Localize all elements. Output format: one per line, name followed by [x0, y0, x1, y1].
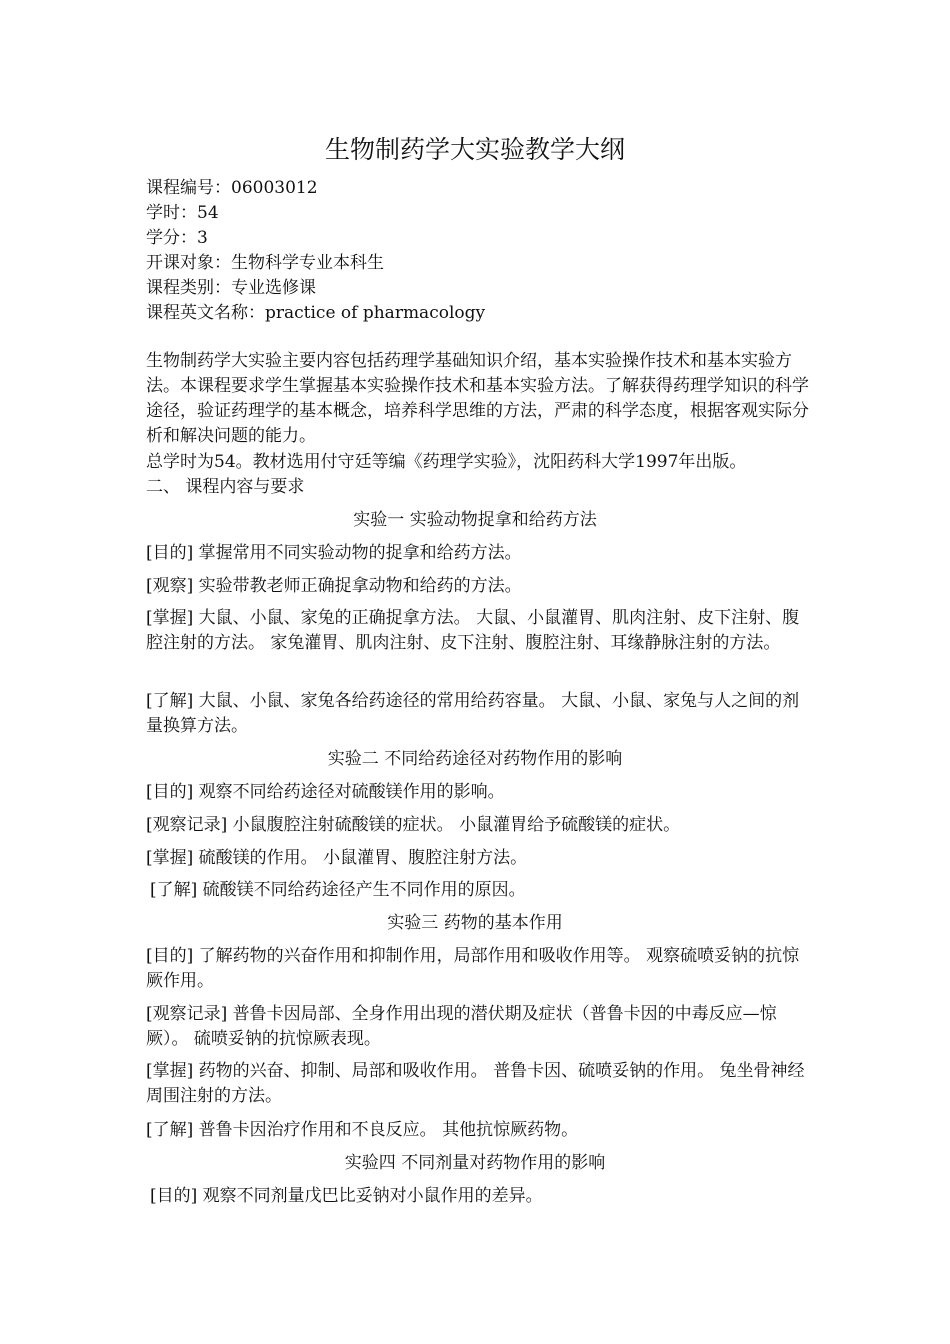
experiment-1-item: [了解] 大鼠、小鼠、家兔各给药途径的常用给药容量。 大鼠、小鼠、家兔与人之间的剂量换算方法。	[146, 691, 800, 736]
experiment-3-item: [观察记录] 普鲁卡因局部、全身作用出现的潜伏期及症状（普鲁卡因的中毒反应—惊厥）。 硫喷妥钠的抗惊厥表现。	[146, 1004, 777, 1049]
total-hours-note: 总学时为54。教材选用付守廷等编《药理学实验》，沈阳药科大学1997年出版。	[146, 452, 747, 472]
experiment-3-item: [目的] 了解药物的兴奋作用和抑制作用，局部作用和吸收作用等。 观察硫喷妥钠的抗惊厥作用。	[146, 946, 800, 991]
experiment-4-title: 实验四 不同剂量对药物作用的影响	[344, 1153, 606, 1173]
experiment-2-title: 实验二 不同给药途径对药物作用的影响	[327, 749, 623, 769]
experiment-4-item: [目的] 观察不同剂量戊巴比妥钠对小鼠作用的差异。	[150, 1186, 543, 1206]
section-heading: 二、 课程内容与要求	[146, 477, 305, 497]
course-english-name: 课程英文名称：practice of pharmacology	[146, 303, 486, 323]
experiment-3-item: [掌握] 药物的兴奋、抑制、局部和吸收作用。 普鲁卡因、硫喷妥钠的作用。 兔坐骨神经周围注射的方法。	[146, 1061, 805, 1106]
intro-paragraph: 生物制药学大实验主要内容包括药理学基础知识介绍，基本实验操作技术和基本实验方法。本课程要求学生掌握基本实验操作技术和基本实验方法。了解获得药理学知识的科学途径，验证药理学的基本概念，培养科学思维的方法，严肃的科学态度，根据客观实际分析和解决问题的能力。	[146, 351, 809, 446]
course-code: 课程编号：06003012	[146, 178, 318, 198]
experiment-1-item: [目的] 掌握常用不同实验动物的捉拿和给药方法。	[146, 543, 522, 563]
experiment-3-item: [了解] 普鲁卡因治疗作用和不良反应。 其他抗惊厥药物。	[146, 1120, 579, 1140]
course-credits: 学分：3	[146, 228, 208, 248]
experiment-1-item: [观察] 实验带教老师正确捉拿动物和给药的方法。	[146, 576, 522, 596]
experiment-2-item: [目的] 观察不同给药途径对硫酸镁作用的影响。	[146, 782, 505, 802]
experiment-2-item: [了解] 硫酸镁不同给药途径产生不同作用的原因。	[150, 880, 526, 900]
experiment-1-item: [掌握] 大鼠、小鼠、家兔的正确捉拿方法。 大鼠、小鼠灌胃、肌肉注射、皮下注射、腹腔注射的方法。 家兔灌胃、肌肉注射、皮下注射、腹腔注射、耳缘静脉注射的方法。	[146, 608, 800, 653]
experiment-2-item: [观察记录] 小鼠腹腔注射硫酸镁的症状。 小鼠灌胃给予硫酸镁的症状。	[146, 815, 681, 835]
experiment-3-title: 实验三 药物的基本作用	[387, 913, 563, 933]
page-title: 生物制药学大实验教学大纲	[324, 135, 625, 164]
course-category: 课程类别：专业选修课	[146, 278, 316, 298]
course-hours: 学时：54	[146, 203, 219, 223]
course-audience: 开课对象：生物科学专业本科生	[146, 253, 384, 273]
experiment-1-title: 实验一 实验动物捉拿和给药方法	[353, 510, 597, 530]
experiment-2-item: [掌握] 硫酸镁的作用。 小鼠灌胃、腹腔注射方法。	[146, 848, 528, 868]
